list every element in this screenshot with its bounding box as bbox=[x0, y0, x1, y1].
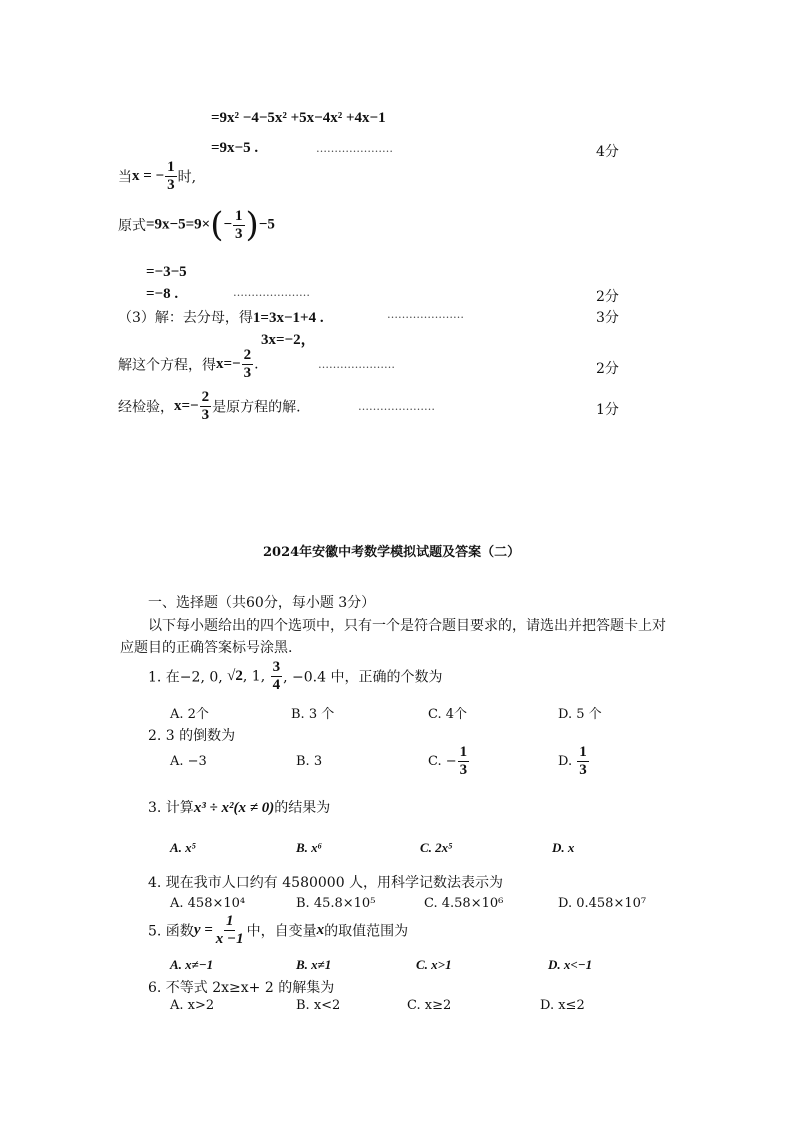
exam-title: 2024年安徽中考数学模拟试题及答案（二） bbox=[263, 545, 521, 560]
q1-suffix: , −0.4 中，正确的个数为 bbox=[283, 669, 443, 686]
orig-expr: =9x−5=9× bbox=[146, 216, 211, 233]
question-1-stem bbox=[148, 660, 442, 693]
q2-d-fraction bbox=[577, 745, 589, 778]
q2-c-den: 3 bbox=[459, 762, 468, 778]
solve-frac-num: 2 bbox=[243, 347, 252, 363]
q5-option-d[interactable]: D. x<−1 bbox=[548, 957, 593, 972]
dot-leader: ………………… bbox=[316, 142, 393, 155]
check-frac-num: 2 bbox=[201, 389, 210, 405]
q1-frac-num: 3 bbox=[272, 659, 281, 675]
q2-c-fraction bbox=[458, 745, 470, 778]
q5-suffix: 的取值范围为 bbox=[324, 923, 409, 940]
q6-option-c[interactable]: C. x≥2 bbox=[407, 998, 452, 1013]
q5-num: 1 bbox=[225, 913, 234, 929]
solve-end: . bbox=[254, 356, 259, 373]
when-line bbox=[118, 160, 196, 193]
q5-y: y = bbox=[193, 922, 213, 938]
q2-d-den: 3 bbox=[579, 762, 587, 778]
solve-frac-den: 3 bbox=[243, 365, 252, 381]
q2-c-prefix: C. − bbox=[428, 754, 457, 769]
question-3-stem bbox=[148, 797, 330, 817]
q3-expression: x³ ÷ x²(x ≠ 0) bbox=[193, 800, 275, 816]
q5-option-a[interactable]: A. x≠−1 bbox=[170, 957, 214, 972]
when-frac-num: 1 bbox=[167, 159, 175, 175]
q1-fraction bbox=[271, 660, 283, 693]
minus-sign: − bbox=[223, 216, 233, 233]
dot-leader: ………………… bbox=[358, 400, 435, 413]
dot-leader: ………………… bbox=[387, 308, 464, 321]
q3-option-d[interactable]: D. x bbox=[552, 840, 575, 855]
original-expression-line bbox=[118, 205, 275, 245]
q4-option-a[interactable]: A. 458×10⁴ bbox=[170, 896, 246, 911]
check-frac-den: 3 bbox=[201, 407, 210, 423]
q2-option-a[interactable]: A. −3 bbox=[170, 754, 207, 769]
q4-option-c[interactable]: C. 4.58×10⁶ bbox=[424, 896, 504, 911]
orig-tail: −5 bbox=[258, 216, 275, 233]
when-frac-den: 3 bbox=[167, 177, 175, 193]
check-x: x=− bbox=[174, 398, 199, 414]
solution-line-2: =9x−5 . bbox=[211, 140, 259, 156]
q1-prefix: 1. 在−2, 0, bbox=[148, 669, 228, 686]
q1-option-b[interactable]: B. 3 个 bbox=[291, 707, 335, 722]
q3-option-a[interactable]: A. x⁵ bbox=[170, 840, 197, 855]
q3-option-b[interactable]: B. x⁶ bbox=[296, 840, 323, 855]
q5-var: x bbox=[316, 922, 325, 938]
section-heading: 一、选择题（共60分，每小题 3分） bbox=[148, 595, 376, 611]
solve-fraction bbox=[242, 348, 254, 381]
q3-option-c[interactable]: C. 2x⁵ bbox=[420, 840, 453, 855]
q5-mid: 中，自变量 bbox=[246, 923, 317, 940]
q1-sqrt: √2 bbox=[227, 668, 243, 684]
q4-option-b[interactable]: B. 45.8×10⁵ bbox=[296, 896, 376, 911]
q1-frac-den: 4 bbox=[272, 677, 281, 693]
orig-prefix: 原式 bbox=[118, 218, 146, 234]
part3-label: （3）解：去分母，得 bbox=[118, 310, 253, 326]
dot-leader: ………………… bbox=[233, 286, 310, 299]
q4-option-d[interactable]: D. 0.458×10⁷ bbox=[558, 896, 647, 911]
q6-option-a[interactable]: A. x>2 bbox=[170, 998, 215, 1013]
q5-option-c[interactable]: C. x>1 bbox=[416, 957, 452, 972]
dot-leader: ………………… bbox=[318, 358, 395, 371]
q2-c-num: 1 bbox=[459, 744, 468, 760]
orig-frac-num: 1 bbox=[235, 207, 243, 224]
q2-d-prefix: D. bbox=[558, 754, 577, 769]
instruction-line-2: 应题目的正确答案标号涂黑. bbox=[120, 640, 293, 656]
when-prefix: 当 bbox=[118, 169, 132, 186]
instruction-line-1: 以下每小题给出的四个选项中，只有一个是符合题目要求的，请选出并把答题卡上对 bbox=[148, 618, 666, 634]
part3-equation-2: 3x=−2， bbox=[261, 332, 316, 348]
question-4-stem: 4. 现在我市人口约有 4580000 人，用科学记数法表示为 bbox=[148, 875, 504, 891]
question-6-stem: 6. 不等式 2x≥x+ 2 的解集为 bbox=[148, 980, 335, 996]
q5-fraction bbox=[214, 914, 246, 947]
q1-mid: , 1, bbox=[242, 668, 270, 685]
q3-prefix: 3. 计算 bbox=[148, 800, 194, 816]
when-x: x = − bbox=[132, 168, 165, 184]
q5-option-b[interactable]: B. x≠1 bbox=[296, 957, 332, 972]
right-paren: ) bbox=[245, 205, 259, 245]
check-prefix: 经检验， bbox=[118, 399, 174, 416]
calc-line-a: =−3−5 bbox=[146, 264, 187, 280]
left-paren: ( bbox=[210, 205, 224, 245]
check-suffix: 是原方程的解. bbox=[212, 399, 301, 416]
solve-prefix: 解这个方程，得 bbox=[118, 357, 216, 374]
orig-fraction bbox=[233, 209, 245, 242]
q2-option-b[interactable]: B. 3 bbox=[296, 754, 323, 769]
orig-frac-den: 3 bbox=[235, 225, 243, 242]
score-2a: 2分 bbox=[596, 289, 619, 305]
q2-d-num: 1 bbox=[579, 744, 587, 760]
q6-option-b[interactable]: B. x<2 bbox=[296, 998, 341, 1013]
solution-line-1: =9x² −4−5x² +5x−4x² +4x−1 bbox=[211, 110, 386, 126]
calc-line-b: =−8 . bbox=[146, 286, 179, 302]
q5-den: x −1 bbox=[215, 931, 244, 947]
score-3: 3分 bbox=[596, 310, 619, 326]
question-2-stem: 2. 3 的倒数为 bbox=[148, 728, 236, 744]
q1-option-d[interactable]: D. 5 个 bbox=[558, 707, 602, 722]
when-fraction bbox=[165, 160, 177, 193]
q1-option-a[interactable]: A. 2个 bbox=[170, 707, 209, 722]
score-2b: 2分 bbox=[596, 361, 619, 377]
score-4: 4分 bbox=[596, 144, 619, 160]
q5-prefix: 5. 函数 bbox=[148, 923, 194, 940]
part3-equation: 1=3x−1+4 . bbox=[252, 310, 324, 326]
when-suffix: 时, bbox=[177, 169, 197, 186]
check-line bbox=[118, 390, 301, 423]
q1-option-c[interactable]: C. 4个 bbox=[428, 707, 468, 722]
check-fraction bbox=[200, 390, 212, 423]
q2-option-c[interactable] bbox=[428, 745, 470, 778]
part3-line bbox=[118, 307, 324, 327]
q2-option-d[interactable] bbox=[558, 745, 590, 778]
solve-x: x=− bbox=[216, 356, 241, 372]
question-5-stem bbox=[148, 914, 408, 947]
score-1: 1分 bbox=[596, 402, 619, 418]
solve-line bbox=[118, 348, 259, 381]
q6-option-d[interactable]: D. x≤2 bbox=[540, 998, 585, 1013]
q3-suffix: 的结果为 bbox=[274, 800, 331, 816]
